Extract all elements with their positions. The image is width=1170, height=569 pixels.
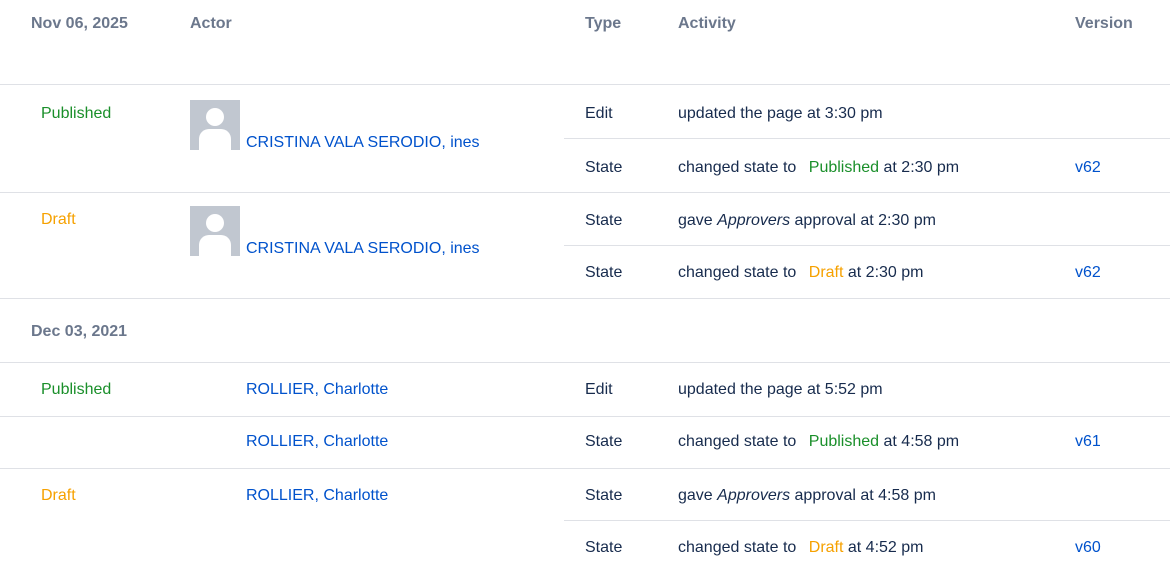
entry-activity: updated the page at 5:52 pm xyxy=(678,381,883,398)
activity-prefix: changed state to xyxy=(678,264,797,281)
actor-link[interactable]: ROLLIER, Charlotte xyxy=(246,381,389,398)
activity-suffix: approval at 2:30 pm xyxy=(794,212,936,229)
activity-suffix: at 4:52 pm xyxy=(847,539,924,556)
avatar-head-shape xyxy=(206,214,224,232)
entry-type: State xyxy=(585,264,623,281)
entry-type: State xyxy=(585,433,623,450)
row-divider xyxy=(0,362,1170,363)
header-divider xyxy=(0,84,1170,85)
activity-prefix: changed state to xyxy=(678,539,797,556)
approver-group: Approvers xyxy=(717,487,791,504)
entry-divider xyxy=(564,138,1170,139)
avatar-head-shape xyxy=(206,108,224,126)
avatar-body-shape xyxy=(199,129,231,150)
entry-type: State xyxy=(585,212,623,229)
version-link[interactable]: v61 xyxy=(1075,433,1101,450)
entry-divider xyxy=(564,245,1170,246)
activity-suffix: approval at 4:58 pm xyxy=(794,487,936,504)
state-label: Draft xyxy=(808,264,844,281)
entry-type: Edit xyxy=(585,105,613,122)
entry-type: State xyxy=(585,539,623,556)
entry-divider xyxy=(564,520,1170,521)
activity-suffix: at 2:30 pm xyxy=(847,264,924,281)
state-badge: Published xyxy=(41,381,112,398)
header-activity: Activity xyxy=(678,15,736,32)
state-label: Published xyxy=(808,433,880,450)
row-divider xyxy=(0,298,1170,299)
version-link[interactable]: v62 xyxy=(1075,264,1101,281)
activity-prefix: gave xyxy=(678,487,713,504)
header-version: Version xyxy=(1075,15,1133,32)
activity-prefix: gave xyxy=(678,212,713,229)
row-divider xyxy=(0,192,1170,193)
activity-suffix: at 4:58 pm xyxy=(883,433,960,450)
avatar-body-shape xyxy=(199,235,231,256)
entry-type: State xyxy=(585,159,623,176)
state-badge: Draft xyxy=(41,211,76,228)
entry-activity xyxy=(678,486,936,506)
state-badge: Published xyxy=(41,105,112,122)
state-badge: Draft xyxy=(41,487,76,504)
user-avatar-icon[interactable] xyxy=(190,206,240,256)
user-avatar-icon[interactable] xyxy=(190,100,240,150)
actor-link[interactable]: ROLLIER, Charlotte xyxy=(246,433,389,450)
row-divider xyxy=(0,416,1170,417)
activity-prefix: changed state to xyxy=(678,433,797,450)
state-label: Published xyxy=(808,159,880,176)
entry-activity xyxy=(678,211,936,231)
actor-link[interactable]: CRISTINA VALA SERODIO, ines xyxy=(246,134,480,151)
entry-activity xyxy=(678,432,959,452)
row-divider xyxy=(0,468,1170,469)
entry-type: State xyxy=(585,487,623,504)
entry-activity xyxy=(678,538,924,558)
header-date: Nov 06, 2025 xyxy=(31,15,128,32)
actor-link[interactable]: CRISTINA VALA SERODIO, ines xyxy=(246,240,480,257)
header-type: Type xyxy=(585,15,622,32)
actor-link[interactable]: ROLLIER, Charlotte xyxy=(246,487,389,504)
state-label: Draft xyxy=(808,539,844,556)
entry-activity: updated the page at 3:30 pm xyxy=(678,105,883,122)
entry-activity xyxy=(678,158,959,178)
entry-activity xyxy=(678,263,924,283)
date-group-header: Dec 03, 2021 xyxy=(31,323,128,340)
version-link[interactable]: v60 xyxy=(1075,539,1101,556)
approver-group: Approvers xyxy=(717,212,791,229)
entry-type: Edit xyxy=(585,381,613,398)
activity-suffix: at 2:30 pm xyxy=(883,159,960,176)
activity-prefix: changed state to xyxy=(678,159,797,176)
header-actor: Actor xyxy=(190,15,232,32)
version-link[interactable]: v62 xyxy=(1075,159,1101,176)
